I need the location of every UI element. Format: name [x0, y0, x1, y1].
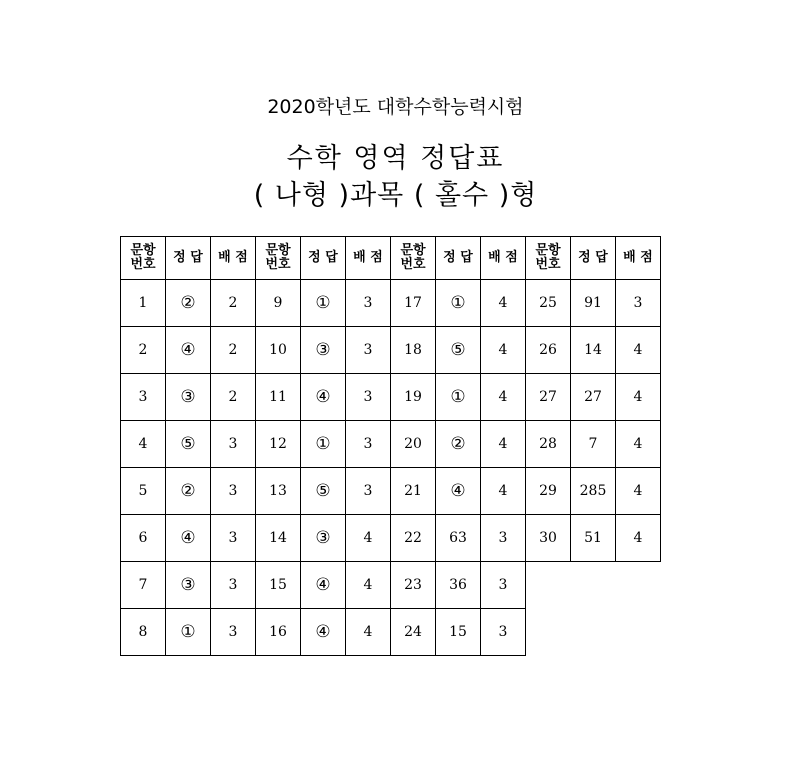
question-number: 23 — [391, 562, 436, 609]
answer-table — [120, 236, 661, 656]
points-value: 2 — [211, 327, 256, 374]
table-row — [121, 327, 661, 374]
points-value: 4 — [481, 468, 526, 515]
points-value: 3 — [346, 468, 391, 515]
answer-value: ④ — [166, 327, 211, 374]
answer-sheet-title: 수학 영역 정답표 — [286, 143, 505, 174]
question-number: 16 — [256, 609, 301, 656]
table-row — [121, 609, 661, 656]
header-number: 문항 번호 — [121, 237, 166, 280]
question-number: 8 — [121, 609, 166, 656]
header-number: 문항 번호 — [391, 237, 436, 280]
question-number: 20 — [391, 421, 436, 468]
header-number: 문항 번호 — [526, 237, 571, 280]
question-number: 9 — [256, 280, 301, 327]
header-number: 문항 번호 — [256, 237, 301, 280]
points-value: 4 — [481, 280, 526, 327]
question-number: 10 — [256, 327, 301, 374]
empty-cell — [526, 609, 571, 656]
answer-value: ④ — [301, 562, 346, 609]
question-number: 3 — [121, 374, 166, 421]
points-value: 4 — [481, 374, 526, 421]
table-row — [121, 374, 661, 421]
answer-value: ④ — [301, 609, 346, 656]
question-number: 22 — [391, 515, 436, 562]
answer-table-body — [121, 237, 661, 656]
points-value: 4 — [616, 468, 661, 515]
answer-value: ① — [301, 280, 346, 327]
points-value: 4 — [346, 609, 391, 656]
points-value: 3 — [211, 562, 256, 609]
header-points: 배 점 — [346, 237, 391, 280]
points-value: 4 — [616, 515, 661, 562]
header-row — [121, 237, 661, 280]
answer-value: 7 — [571, 421, 616, 468]
answer-value: 27 — [571, 374, 616, 421]
points-value: 4 — [481, 421, 526, 468]
points-value: 3 — [346, 280, 391, 327]
empty-cell — [616, 562, 661, 609]
points-value: 4 — [616, 374, 661, 421]
points-value: 3 — [616, 280, 661, 327]
answer-value: ③ — [166, 562, 211, 609]
exam-title: 2020학년도 대학수학능력시험 — [267, 96, 524, 118]
question-number: 17 — [391, 280, 436, 327]
points-value: 4 — [346, 562, 391, 609]
answer-value: ③ — [301, 327, 346, 374]
points-value: 3 — [346, 421, 391, 468]
question-number: 5 — [121, 468, 166, 515]
table-row — [121, 562, 661, 609]
answer-value: 14 — [571, 327, 616, 374]
answer-value: 285 — [571, 468, 616, 515]
points-value: 3 — [211, 421, 256, 468]
points-value: 4 — [346, 515, 391, 562]
header-points: 배 점 — [211, 237, 256, 280]
table-row — [121, 468, 661, 515]
empty-cell — [526, 562, 571, 609]
answer-value: ① — [166, 609, 211, 656]
answer-value: ④ — [166, 515, 211, 562]
answer-value: ② — [166, 468, 211, 515]
points-value: 3 — [211, 468, 256, 515]
question-number: 14 — [256, 515, 301, 562]
header-points: 배 점 — [481, 237, 526, 280]
question-number: 30 — [526, 515, 571, 562]
answer-value: ⑤ — [436, 327, 481, 374]
answer-value: ② — [166, 280, 211, 327]
points-value: 3 — [481, 562, 526, 609]
answer-value: ① — [436, 280, 481, 327]
question-number: 6 — [121, 515, 166, 562]
points-value: 3 — [481, 515, 526, 562]
form-type-line: ( 나형 )과목 ( 홀수 )형 — [253, 180, 538, 211]
header-answer: 정 답 — [166, 237, 211, 280]
table-row — [121, 280, 661, 327]
answer-value: ③ — [301, 515, 346, 562]
table-row — [121, 421, 661, 468]
question-number: 18 — [391, 327, 436, 374]
question-number: 15 — [256, 562, 301, 609]
answer-value: ⑤ — [166, 421, 211, 468]
header-points: 배 점 — [616, 237, 661, 280]
empty-cell — [571, 609, 616, 656]
question-number: 26 — [526, 327, 571, 374]
header-answer: 정 답 — [436, 237, 481, 280]
question-number: 1 — [121, 280, 166, 327]
question-number: 12 — [256, 421, 301, 468]
points-value: 4 — [616, 327, 661, 374]
answer-value: ④ — [436, 468, 481, 515]
question-number: 11 — [256, 374, 301, 421]
question-number: 2 — [121, 327, 166, 374]
answer-value: 51 — [571, 515, 616, 562]
question-number: 7 — [121, 562, 166, 609]
question-number: 29 — [526, 468, 571, 515]
question-number: 24 — [391, 609, 436, 656]
answer-value: ⑤ — [301, 468, 346, 515]
answer-value: ③ — [166, 374, 211, 421]
empty-cell — [616, 609, 661, 656]
answer-value: 36 — [436, 562, 481, 609]
points-value: 4 — [616, 421, 661, 468]
question-number: 27 — [526, 374, 571, 421]
points-value: 3 — [481, 609, 526, 656]
question-number: 4 — [121, 421, 166, 468]
answer-value: ① — [436, 374, 481, 421]
answer-value: ④ — [301, 374, 346, 421]
points-value: 2 — [211, 374, 256, 421]
answer-value: 15 — [436, 609, 481, 656]
answer-value: ② — [436, 421, 481, 468]
question-number: 13 — [256, 468, 301, 515]
header-answer: 정 답 — [301, 237, 346, 280]
points-value: 3 — [211, 609, 256, 656]
points-value: 3 — [346, 374, 391, 421]
answer-value: 63 — [436, 515, 481, 562]
answer-value: 91 — [571, 280, 616, 327]
header-answer: 정 답 — [571, 237, 616, 280]
empty-cell — [571, 562, 616, 609]
points-value: 2 — [211, 280, 256, 327]
table-row — [121, 515, 661, 562]
points-value: 3 — [211, 515, 256, 562]
question-number: 25 — [526, 280, 571, 327]
question-number: 19 — [391, 374, 436, 421]
points-value: 4 — [481, 327, 526, 374]
question-number: 21 — [391, 468, 436, 515]
points-value: 3 — [346, 327, 391, 374]
question-number: 28 — [526, 421, 571, 468]
answer-value: ① — [301, 421, 346, 468]
